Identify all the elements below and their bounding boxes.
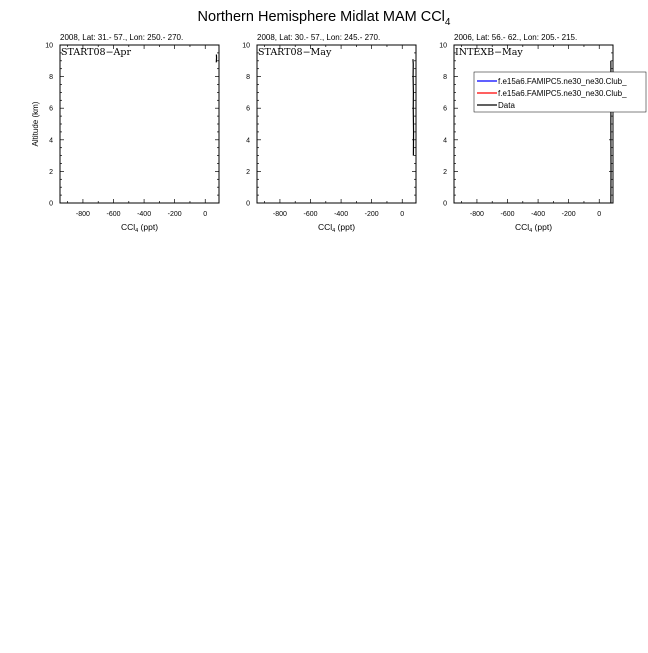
panel-label: INTEXB−May xyxy=(455,47,523,58)
x-tick-label: -600 xyxy=(304,211,318,218)
x-tick-label: -600 xyxy=(107,211,121,218)
y-tick-label: 2 xyxy=(443,169,447,176)
y-tick-label: 0 xyxy=(246,201,250,208)
y-tick-label: 4 xyxy=(246,137,250,144)
y-tick-label: 10 xyxy=(45,43,53,50)
x-tick-label: -200 xyxy=(562,211,576,218)
legend-entry-label: f.e15a6.FAMIPC5.ne30_ne30.Club_ xyxy=(498,89,627,98)
panel-header: 2008, Lat: 30.- 57., Lon: 245.- 270. xyxy=(257,33,380,42)
x-tick-label: -800 xyxy=(76,211,90,218)
y-tick-label: 8 xyxy=(246,74,250,81)
panel-header: 2006, Lat: 56.- 62., Lon: 205.- 215. xyxy=(454,33,577,42)
y-tick-label: 10 xyxy=(439,43,447,50)
panel-1 xyxy=(31,33,219,234)
legend xyxy=(474,72,646,112)
y-tick-label: 8 xyxy=(49,74,53,81)
x-axis-label: CCl$_4$ (ppt) xyxy=(121,222,158,234)
x-axis-label: CCl$_4$ (ppt) xyxy=(515,222,552,234)
x-tick-label: 0 xyxy=(597,211,601,218)
panel-label: START08−May xyxy=(258,47,332,58)
x-tick-label: -400 xyxy=(531,211,545,218)
x-axis-label: CCl$_4$ (ppt) xyxy=(318,222,355,234)
series-line-1 xyxy=(413,59,414,155)
plot-frame xyxy=(60,45,219,203)
panel-2 xyxy=(242,33,416,234)
y-tick-label: 0 xyxy=(49,201,53,208)
y-tick-label: 6 xyxy=(443,106,447,113)
x-tick-label: 0 xyxy=(400,211,404,218)
x-tick-label: -800 xyxy=(470,211,484,218)
figure-title: Northern Hemisphere Midlat MAM CCl$_4$ xyxy=(0,9,648,28)
y-tick-label: 8 xyxy=(443,74,447,81)
panel-3 xyxy=(439,33,646,234)
panel-header: 2008, Lat: 31.- 57., Lon: 250.- 270. xyxy=(60,33,183,42)
y-tick-label: 4 xyxy=(49,137,53,144)
y-tick-label: 10 xyxy=(242,43,250,50)
y-tick-label: 0 xyxy=(443,201,447,208)
plot-frame xyxy=(257,45,416,203)
y-axis-label: Altitude (km) xyxy=(31,101,40,146)
x-tick-label: -400 xyxy=(334,211,348,218)
y-tick-label: 6 xyxy=(246,106,250,113)
x-tick-label: -400 xyxy=(137,211,151,218)
panel-label: START08−Apr xyxy=(61,47,131,58)
y-tick-label: 6 xyxy=(49,106,53,113)
x-tick-label: 0 xyxy=(203,211,207,218)
y-tick-label: 2 xyxy=(49,169,53,176)
legend-entry-label: f.e15a6.FAMIPC5.ne30_ne30.Club_ xyxy=(498,77,627,86)
y-tick-label: 2 xyxy=(246,169,250,176)
x-tick-label: -200 xyxy=(168,211,182,218)
x-tick-label: -600 xyxy=(501,211,515,218)
plot-frame xyxy=(454,45,613,203)
x-tick-label: -800 xyxy=(273,211,287,218)
y-tick-label: 4 xyxy=(443,137,447,144)
legend-entry-label: Data xyxy=(498,101,515,110)
x-tick-label: -200 xyxy=(365,211,379,218)
